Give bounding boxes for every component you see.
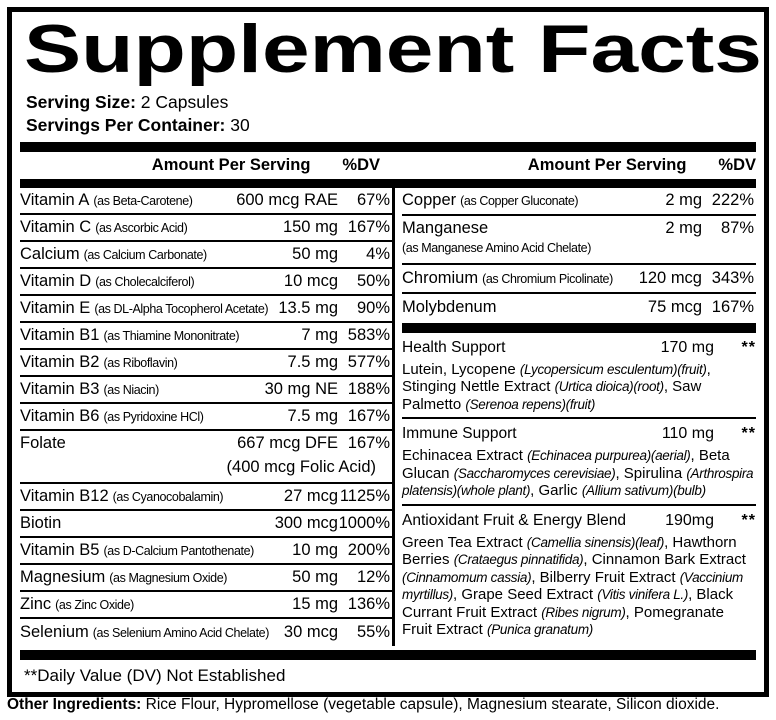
right-nutrient-column [395, 188, 756, 646]
nutrient-amount: 300 mcg [274, 513, 338, 532]
column-headers [18, 153, 758, 179]
blend-name: Health Support [402, 338, 506, 356]
nutrient-name [20, 487, 284, 506]
other-ingredients-label: Other Ingredients: [7, 696, 142, 713]
nutrient-row-zinc [20, 592, 392, 619]
nutrient-name-main: Copper [402, 191, 457, 210]
amount-per-serving-header: Amount Per Serving [527, 156, 687, 175]
blend-header [402, 508, 756, 534]
nutrient-name-main: Molybdenum [402, 297, 497, 316]
nutrient-amount: 30 mcg [283, 622, 338, 641]
serving-info [26, 91, 758, 137]
nutrient-name [20, 299, 278, 318]
nutrient-name [20, 191, 236, 210]
blend-dv: ** [741, 511, 756, 529]
nutrient-dv: 4% [366, 244, 390, 263]
nutrient-name-main: Zinc [20, 594, 52, 613]
other-ingredients-line [7, 696, 719, 714]
blend-immune-support [402, 421, 756, 506]
nutrient-name [402, 269, 639, 288]
servings-per-container-value: 30 [230, 114, 250, 135]
nutrient-form: (as Niacin) [103, 382, 159, 397]
nutrient-form: (as Calcium Carbonate) [83, 247, 207, 262]
nutrient-name [20, 514, 275, 533]
minerals-blends-divider-bar [402, 323, 756, 333]
nutrient-row-selenium [20, 619, 392, 646]
nutrient-name [20, 434, 237, 453]
nutrient-row-folate [20, 431, 392, 484]
blend-ingredients: Echinacea Extract (Echinacea purpurea)(aerial), Beta Glucan (Saccharomyces cerevisiae), Spirulina (Arthrospira platensis)(whole plant), Garlic (Allium sativum)(bulb) [402, 447, 754, 500]
nutrient-name [20, 272, 284, 291]
nutrient-name-main: Calcium [20, 244, 80, 263]
nutrient-row-biotin [20, 511, 392, 538]
nutrient-form: (as Cholecalciferol) [95, 274, 195, 289]
blend-amount: 170 mg [660, 338, 714, 356]
serving-size-value: 2 Capsules [140, 91, 229, 112]
nutrient-name-main: Vitamin E [20, 298, 91, 317]
nutrient-dv: 55% [356, 622, 390, 641]
nutrient-form: (as DL-Alpha Tocopherol Acetate) [94, 301, 269, 316]
nutrient-form: (as Cyanocobalamin) [112, 489, 224, 504]
nutrient-amount: 120 mcg [638, 268, 702, 287]
nutrient-dv: 167% [347, 217, 390, 236]
nutrient-dv: 67% [356, 190, 390, 209]
left-nutrient-column [20, 188, 392, 646]
nutrient-amount: 30 mg NE [264, 379, 338, 398]
nutrient-row-molybdenum [402, 294, 756, 321]
nutrient-name [402, 298, 648, 317]
nutrient-amount: 2 mg [665, 218, 702, 237]
nutrient-form: (as Zinc Oxide) [55, 597, 134, 612]
nutrient-name [20, 568, 292, 587]
nutrient-name [20, 380, 265, 399]
blend-antioxidant-fruit-energy [402, 508, 756, 643]
nutrient-dv: 87% [720, 218, 754, 237]
nutrient-row-vitamin-b1 [20, 323, 392, 350]
nutrient-form: (as Selenium Amino Acid Chelate) [92, 625, 269, 640]
nutrient-row-calcium [20, 242, 392, 269]
nutrient-dv: 583% [347, 325, 390, 344]
nutrient-name-main: Vitamin B2 [20, 352, 100, 371]
nutrient-amount: 15 mg [292, 594, 338, 613]
nutrient-name-main: Vitamin B3 [20, 379, 100, 398]
nutrient-amount: 7.5 mg [287, 352, 338, 371]
nutrient-name [20, 595, 292, 614]
nutrient-amount: 13.5 mg [278, 298, 338, 317]
nutrient-name [20, 218, 283, 237]
dv-header: %DV [342, 156, 380, 175]
right-column-header [392, 156, 758, 175]
blend-dv: ** [741, 338, 756, 356]
section-divider-bar-bottom [20, 650, 756, 660]
nutrient-dv: 1125% [339, 486, 390, 505]
left-column-header [18, 156, 392, 175]
nutrient-name [20, 541, 292, 560]
nutrient-form: (as D-Calcium Pantothenate) [103, 543, 254, 558]
nutrient-row-vitamin-b3 [20, 377, 392, 404]
nutrient-row-manganese [402, 216, 756, 265]
blend-ingredients: Green Tea Extract (Camellia sinensis)(leaf), Hawthorn Berries (Crataegus pinnatifida), Cinnamon Bark Extract (Cinnamomum cassia), Bilberry Fruit Extract (Vaccinium myrtillus), Grape Seed Extract (Vitis vinifera L.), Black Currant Fruit Extract (Ribes nigrum), Pomegranate Fruit Extract (Punica granatum) [402, 533, 746, 639]
nutrient-dv: 167% [711, 297, 754, 316]
nutrient-amount: 600 mcg RAE [236, 190, 338, 209]
nutrient-amount: 7.5 mg [287, 406, 338, 425]
blend-header [402, 421, 756, 447]
nutrient-amount: 50 mg [292, 244, 338, 263]
nutrient-name-main: Vitamin B5 [20, 540, 100, 559]
nutrient-name [20, 353, 288, 372]
daily-value-footnote: **Daily Value (DV) Not Established [24, 665, 286, 685]
nutrient-name [20, 407, 288, 426]
amount-per-serving-header: Amount Per Serving [151, 156, 311, 175]
nutrient-name-main: Vitamin B12 [20, 486, 109, 505]
label-border-box [7, 7, 769, 697]
nutrient-amount-secondary: (400 mcg Folic Acid) [226, 457, 376, 476]
nutrient-name-main: Vitamin C [20, 217, 92, 236]
nutrient-name [20, 326, 301, 345]
nutrient-dv: 50% [356, 271, 390, 290]
nutrient-amount: 2 mg [665, 191, 702, 210]
nutrient-name-main: Vitamin B1 [20, 325, 100, 344]
nutrient-dv: 167% [347, 406, 390, 425]
nutrient-row-vitamin-b6 [20, 404, 392, 431]
nutrient-dv: 90% [356, 298, 390, 317]
nutrient-row-magnesium [20, 565, 392, 592]
blend-name: Antioxidant Fruit & Energy Blend [402, 511, 627, 529]
blend-health-support [402, 335, 756, 420]
nutrient-form: (as Ascorbic Acid) [95, 220, 188, 235]
blend-dv: ** [741, 425, 756, 443]
servings-per-container-label: Servings Per Container: [26, 114, 226, 135]
nutrient-name-main: Vitamin B6 [20, 406, 100, 425]
nutrient-row-vitamin-e [20, 296, 392, 323]
nutrient-row-vitamin-d [20, 269, 392, 296]
nutrient-amount: 50 mg [292, 567, 338, 586]
nutrient-name-main: Biotin [20, 513, 62, 532]
dv-header: %DV [718, 156, 756, 175]
nutrient-form: (as Manganese Amino Acid Chelate) [402, 240, 591, 255]
nutrient-dv: 343% [711, 268, 754, 287]
nutrient-form: (as Beta-Carotene) [93, 193, 193, 208]
section-divider-bar-top [20, 142, 756, 152]
serving-size-line [26, 91, 758, 114]
nutrient-form: (as Chromium Picolinate) [482, 271, 613, 286]
servings-per-container-line [26, 114, 758, 137]
nutrient-amount: 10 mcg [283, 271, 338, 290]
nutrient-row-chromium [402, 265, 756, 294]
nutrient-name-main: Folate [20, 433, 66, 452]
nutrient-dv: 222% [711, 191, 754, 210]
nutrient-form: (as Copper Gluconate) [460, 194, 579, 209]
nutrient-row-vitamin-a [20, 188, 392, 215]
header-underline-bar [20, 179, 756, 188]
nutrient-dv: 200% [347, 540, 390, 559]
nutrient-amount: 10 mg [292, 540, 338, 559]
nutrient-row-vitamin-b12 [20, 484, 392, 511]
nutrient-name [402, 219, 665, 255]
nutrient-name [402, 191, 665, 210]
nutrient-amount: 150 mg [282, 217, 338, 236]
nutrient-row-vitamin-b5 [20, 538, 392, 565]
nutrient-name-main: Manganese [402, 218, 489, 237]
nutrient-dv: 12% [356, 567, 390, 586]
blend-ingredients: Lutein, Lycopene (Lycopersicum esculentum)(fruit), Stinging Nettle Extract (Urtica dioica)(root), Saw Palmetto (Serenoa repens)(fruit) [402, 360, 711, 413]
nutrient-row-vitamin-b2 [20, 350, 392, 377]
nutrient-dv: 577% [347, 352, 390, 371]
nutrient-name-main: Vitamin A [20, 190, 90, 209]
nutrient-columns [20, 188, 756, 646]
nutrient-dv: 167% [347, 433, 390, 452]
serving-size-label: Serving Size: [26, 91, 136, 112]
nutrient-form: (as Pyridoxine HCl) [103, 409, 204, 424]
nutrient-name-main: Vitamin D [20, 271, 92, 290]
page-title: Supplement Facts [24, 11, 762, 87]
nutrient-form: (as Magnesium Oxide) [109, 570, 228, 585]
nutrient-dv: 136% [347, 594, 390, 613]
other-ingredients-value: Rice Flour, Hypromellose (vegetable capsule), Magnesium stearate, Silicon dioxide. [141, 696, 720, 713]
nutrient-row-vitamin-c [20, 215, 392, 242]
blend-amount: 190mg [665, 511, 714, 529]
nutrient-amount: 75 mcg [647, 297, 702, 316]
nutrient-name [20, 623, 284, 642]
nutrient-amount: 7 mg [301, 325, 338, 344]
nutrient-dv: 1000% [338, 513, 390, 532]
nutrient-amount: 27 mcg [283, 486, 338, 505]
nutrient-name-main: Chromium [402, 268, 479, 287]
blend-amount: 110 mg [661, 425, 714, 443]
nutrient-form: (as Thiamine Mononitrate) [103, 328, 240, 343]
nutrient-form: (as Riboflavin) [103, 355, 178, 370]
nutrient-row-copper [402, 188, 756, 216]
nutrient-name-main: Magnesium [20, 567, 106, 586]
nutrient-name-main: Selenium [20, 622, 89, 641]
blend-header [402, 335, 756, 361]
blend-name: Immune Support [402, 425, 517, 443]
nutrient-amount: 667 mcg DFE [237, 433, 338, 452]
nutrient-name [20, 245, 292, 264]
nutrient-dv: 188% [347, 379, 390, 398]
